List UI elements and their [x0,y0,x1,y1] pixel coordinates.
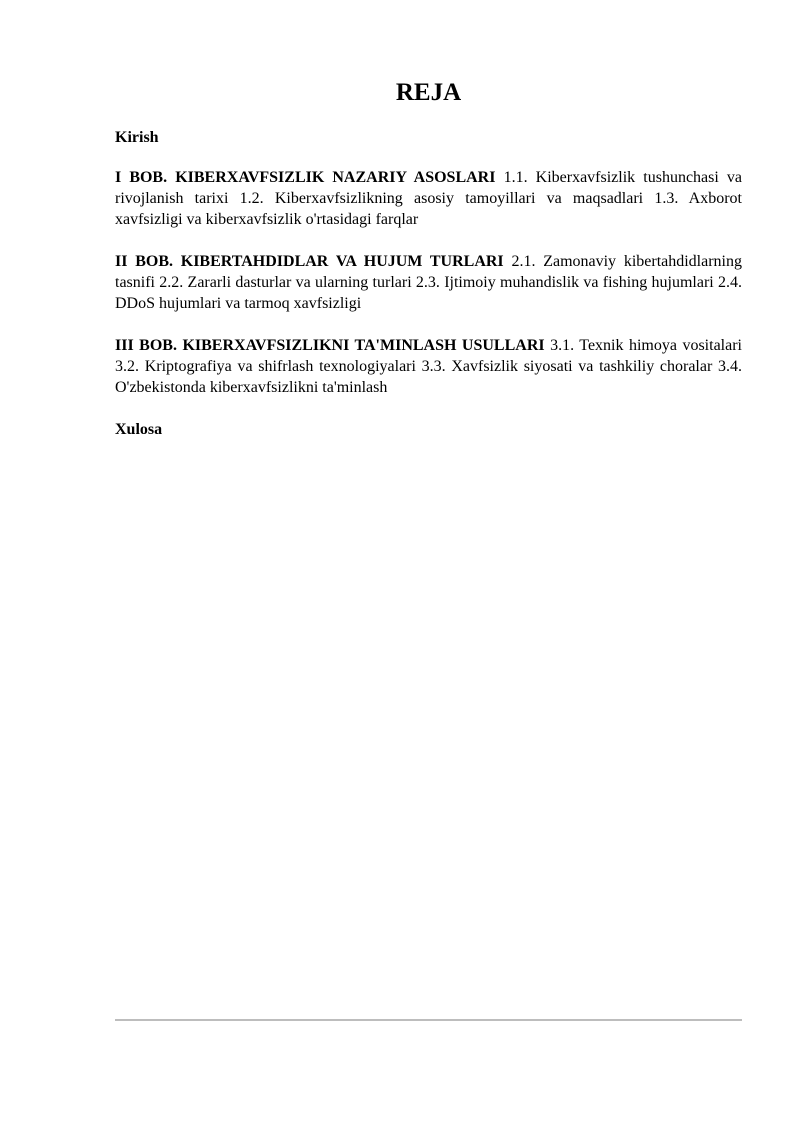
toc-chapter-2 [115,251,742,314]
toc-chapter-3 [115,335,742,398]
chapter-3-items: 3.1. Texnik himoya vositalari 3.2. Kriptografiya va shifrlash texnologiyalari 3.3. Xavfsizlik siyosati va tashkiliy choralar 3.4. O'zbekistonda kiberxavfsizlikni ta'minlash [115,337,742,396]
toc-conclusion [115,419,742,440]
toc-chapter-1 [115,167,742,230]
chapter-1-items: 1.1. Kiberxavfsizlik tushunchasi va rivojlanish tarixi 1.2. Kiberxavfsizlikning asosiy tamoyillari va maqsadlari 1.3. Axborot xavfsizligi va kiberxavfsizlik o'rtasidagi farqlar [115,169,743,228]
document-page [115,0,742,1131]
chapter-2-heading: II BOB. KIBERTAHDIDLAR VA HUJUM TURLARI [115,253,504,270]
chapter-2-items: 2.1. Zamonaviy kibertahdidlarning tasnifi 2.2. Zararli dasturlar va ularning turlari 2.3. Ijtimoiy muhandislik va fishing hujumlari 2.4. DDoS hujumlari va tarmoq xavfsizligi [115,253,743,312]
conclusion-heading: Xulosa [115,421,163,438]
chapter-3-heading: III BOB. KIBERXAVFSIZLIKNI TA'MINLASH USULLARI [115,337,545,354]
page-title: REJA [395,79,462,106]
footer-divider [115,1019,742,1021]
toc-intro [115,127,742,148]
intro-heading: Kirish [115,129,159,146]
chapter-1-heading: I BOB. KIBERXAVFSIZLIK NAZARIY ASOSLARI [115,169,496,186]
